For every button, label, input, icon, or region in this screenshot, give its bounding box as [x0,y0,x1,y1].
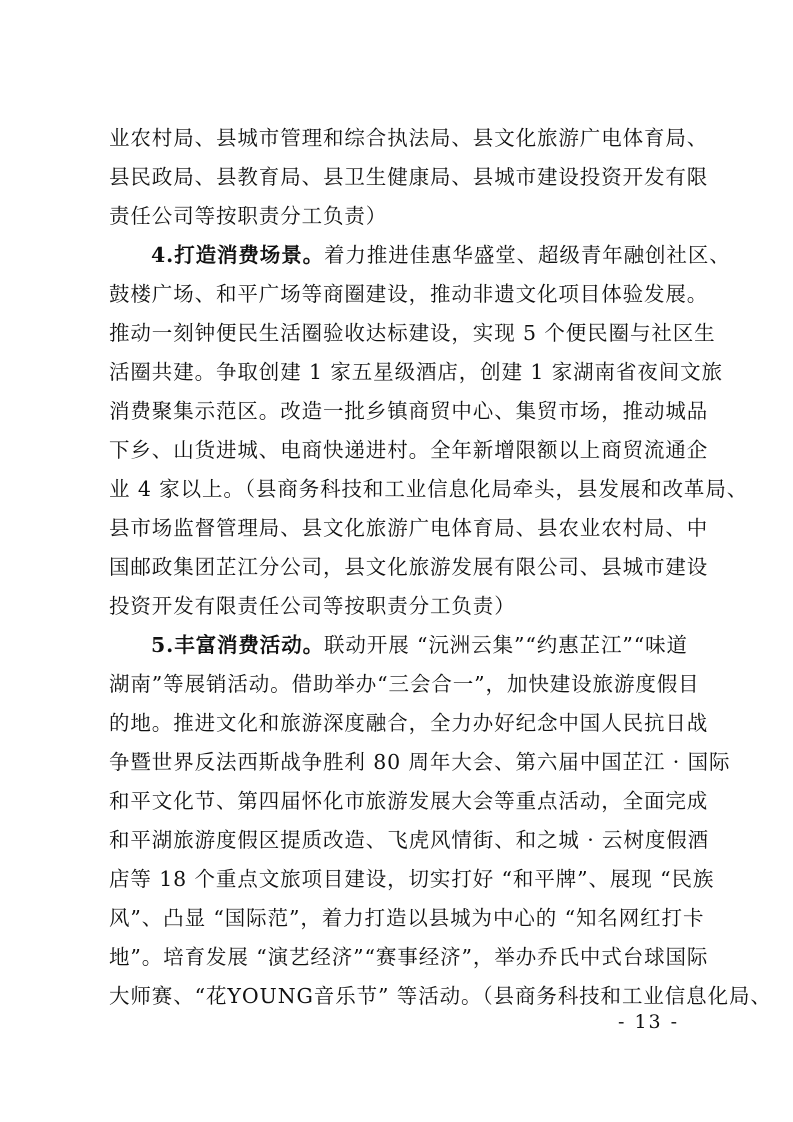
body-line-23: 大师赛、“花YOUNG音乐节” 等活动。（县商务科技和工业信息化局、 [109,984,772,1008]
body-line-12: 国邮政集团芷江分公司，县文化旅游发展有限公司、县城市建设 [109,555,709,579]
body-line-10: 业 4 家以上。（县商务科技和工业信息化局牵头，县发展和改革局、 [109,477,749,501]
body-line-7: 活圈共建。争取创建 1 家五星级酒店，创建 1 家湖南省夜间文旅 [109,360,723,384]
body-line-6: 推动一刻钟便民生活圈验收达标建设，实现 5 个便民圈与社区生 [109,321,716,345]
body-line-15: 湖南”等展销活动。借助举办“三会合一”，加快建设旅游度假目 [109,672,700,696]
section-4-line [0,235,793,275]
body-line-17: 争暨世界反法西斯战争胜利 80 周年大会、第六届中国芷江 · 国际 [109,750,731,774]
body-line-9: 下乡、山货进城、电商快递进村。全年新增限额以上商贸流通企 [109,438,709,462]
body-line-3: 责任公司等按职责分工负责） [109,204,388,228]
section-5-heading: 5.丰富消费活动。 [151,633,325,657]
body-line-16: 的地。推进文化和旅游深度融合，全力办好纪念中国人民抗日战 [109,711,709,735]
body-line-1: 业农村局、县城市管理和综合执法局、县文化旅游广电体育局、 [109,126,709,150]
body-line-22: 地”。培育发展 “演艺经济”“赛事经济”，举办乔氏中式台球国际 [109,945,709,969]
page-number: - 13 - [618,1011,680,1033]
body-line-13: 投资开发有限责任公司等按职责分工负责） [109,594,516,618]
section-5-line [0,625,793,665]
body-line-11: 县市场监督管理局、县文化旅游广电体育局、县农业农村局、中 [109,516,709,540]
section-4-text: 着力推进佳惠华盛堂、超级青年融创社区、 [324,243,731,267]
section-4-heading: 4.打造消费场景。 [151,243,325,267]
body-line-2: 县民政局、县教育局、县卫生健康局、县城市建设投资开发有限 [109,165,709,189]
body-line-18: 和平文化节、第四届怀化市旅游发展大会等重点活动，全面完成 [109,789,709,813]
body-line-19: 和平湖旅游度假区提质改造、飞虎风情街、和之城 · 云树度假酒 [109,828,710,852]
body-line-5: 鼓楼广场、和平广场等商圈建设，推动非遗文化项目体验发展。 [109,282,709,306]
body-line-8: 消费聚集示范区。改造一批乡镇商贸中心、集贸市场，推动城品 [109,399,709,423]
body-line-20: 店等 18 个重点文旅项目建设，切实打好 “和平牌”、展现 “民族 [109,867,715,891]
body-line-21: 风”、凸显 “国际范”，着力打造以县城为中心的 “知名网红打卡 [109,906,705,930]
section-5-text: 联动开展 “沅洲云集”“约惠芷江”“味道 [324,633,688,657]
